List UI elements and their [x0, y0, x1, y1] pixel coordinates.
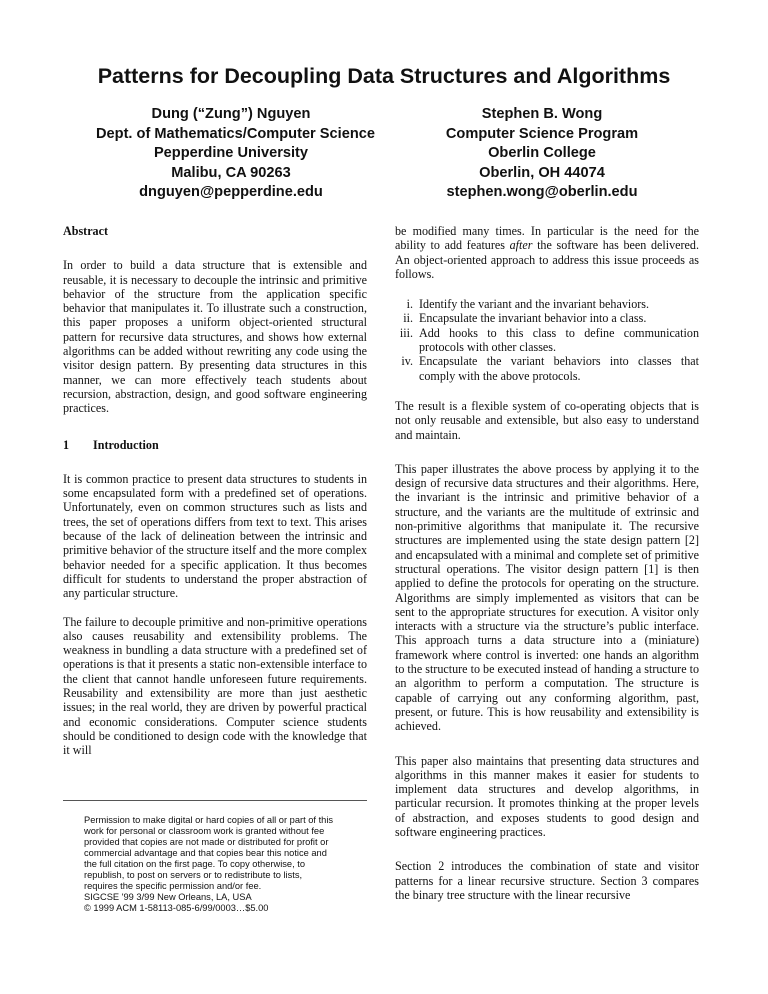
- section-overview-paragraph: Section 2 introduces the combination of state and visitor patterns for a linear recursive structure. Section 3 compares the binary tree structure with the linear recursive: [395, 859, 699, 902]
- step-text: Add hooks to this class to define communication protocols with other classes.: [419, 325, 699, 355]
- list-item: [395, 297, 699, 311]
- list-item: [395, 326, 699, 355]
- author-dept: Dept. of Mathematics/Computer Science: [96, 125, 375, 142]
- step-text: Identify the variant and the invariant behaviors.: [419, 297, 650, 312]
- author-email: dnguyen@pepperdine.edu: [139, 184, 323, 200]
- permission-line: SIGCSE '99 3/99 New Orleans, LA, USA: [84, 892, 252, 902]
- section-number: 1: [63, 437, 70, 452]
- process-steps-list: [395, 297, 699, 383]
- result-paragraph: The result is a flexible system of co-operating objects that is not only reusable and extensible, but also easy to understand and maintain.: [395, 398, 699, 442]
- continued-paragraph: [395, 224, 699, 281]
- author-org: Pepperdine University: [153, 145, 309, 161]
- step-text: Encapsulate the variant behaviors into classes that comply with the above protocols.: [419, 354, 699, 383]
- intro-paragraph-2: The failure to decouple primitive and non-primitive operations also causes reusability and extensibility problems. The weakness in bundling a data structure with a predefined set of operations is that it presents a static non-extensible interface to the client that cannot handle unforeseen future requirements. Reusability and extensibility are more than just aesthetic issues; in the real world, they are driven by powerful practical and economic considerations. Computer science students should be conditioned to design code with the knowledge that it will: [63, 614, 367, 758]
- left-column: [63, 224, 367, 758]
- author-name: Stephen B. Wong: [481, 106, 603, 122]
- permission-line: Permission to make digital or hard copies of all or part of this: [84, 815, 334, 825]
- author-city: Oberlin, OH 44074: [479, 164, 605, 181]
- abstract-text: In order to build a data structure that is extensible and reusable, it is necessary to decouple the intrinsic and primitive behavior of the structure from the application specific behavior that manipulates it. To illustrate such a construction, this paper proposes a uniform object-oriented structural pattern for recursive data structures, and shows how external algorithms can be added without rewriting any code using the visitor design pattern. By presenting data structures in this manner, we can more effectively teach students about recursion, abstraction, design, and good software engineering practices.: [63, 258, 367, 416]
- abstract-heading: Abstract: [63, 224, 109, 238]
- permission-notice: [84, 815, 346, 914]
- permission-line: work for personal or classroom work is granted without fee: [84, 826, 325, 836]
- author-block-left: [96, 105, 375, 203]
- permission-line: republish, to post on servers or to redistribute to lists,: [84, 870, 303, 880]
- intro-paragraph-1: It is common practice to present data structures to students in some encapsulated form with a predefined set of operations. Unfortunately, even on common structures such as lists and trees, the set of operations differs from text to text. This arises because of the lack of delineation between the intrinsic and primitive behavior of the structure itself and the more complex behavior needed for a specific application. It thus becomes difficult for students to understand the proper abstraction of any particular structure.: [63, 471, 367, 601]
- author-city: Malibu, CA 90263: [171, 164, 291, 181]
- paper-title: Patterns for Decoupling Data Structures and Algorithms: [97, 64, 671, 88]
- author-name: Dung (“Zung”) Nguyen: [151, 106, 311, 122]
- emphasis-text: after: [509, 238, 533, 253]
- list-item: [395, 311, 699, 325]
- section-title: Introduction: [93, 437, 159, 452]
- step-number: iii.: [399, 325, 413, 340]
- author-block-right: [396, 105, 688, 203]
- maintains-paragraph: This paper also maintains that presenting data structures and algorithms in this manner makes it easier for students to implement data structures and develop algorithms, in particular recursion. It promotes thinking at the proper levels of abstraction, and exposes students to good design and software engineering practices.: [395, 753, 699, 839]
- step-number: ii.: [403, 311, 413, 326]
- section-heading: [63, 438, 367, 452]
- text-run: the software has been delivered. An object-oriented approach to address this issue proceeds as follows.: [395, 238, 699, 281]
- footnote-divider: [63, 800, 367, 801]
- author-dept: Computer Science Program: [445, 125, 639, 142]
- right-column: [395, 224, 699, 902]
- author-org: Oberlin College: [488, 145, 596, 161]
- permission-line: commercial advantage and that copies bear this notice and: [84, 848, 327, 858]
- step-number: iv.: [401, 354, 413, 369]
- permission-line: the full citation on the first page. To copy otherwise, to: [84, 859, 306, 869]
- illustrates-paragraph: This paper illustrates the above process by applying it to the design of recursive data structures and their algorithms. Here, the invariant is the intrinsic and primitive behavior of a structure, and the variants are the multitude of extrinsic and non-primitive algorithms that manipulate it. The recursive structures are implemented using the state design pattern [2] and encapsulated with a minimal and complete set of primitive structural operations. The visitor design pattern [1] is then applied to define the protocols for operating on the structure. Algorithms are simply implemented as visitors that can be sent to the appropriate structures for execution. A visitor only interacts with a structure via the structure’s public interface. This approach turns a data structure into a (miniature) framework where control is inverted: one hands an algorithm to the structure to be executed instead of handing a structure to an algorithm to perform a computation. The structure is capable of carrying out any conforming algorithm, past, present, or future. This is how reusability and extensibility is achieved.: [395, 461, 699, 734]
- text-run: be modified many times. In particular is the need for the ability to add features: [395, 224, 699, 253]
- list-item: [395, 354, 699, 383]
- permission-line: © 1999 ACM 1-58113-085-6/99/0003…$5.00: [84, 903, 269, 913]
- step-number: i.: [406, 297, 413, 312]
- permission-line: provided that copies are not made or distributed for profit or: [84, 837, 329, 847]
- step-text: Encapsulate the invariant behavior into a class.: [419, 311, 647, 326]
- author-email: stephen.wong@oberlin.edu: [446, 184, 638, 200]
- permission-line: requires the specific permission and/or fee.: [84, 881, 262, 891]
